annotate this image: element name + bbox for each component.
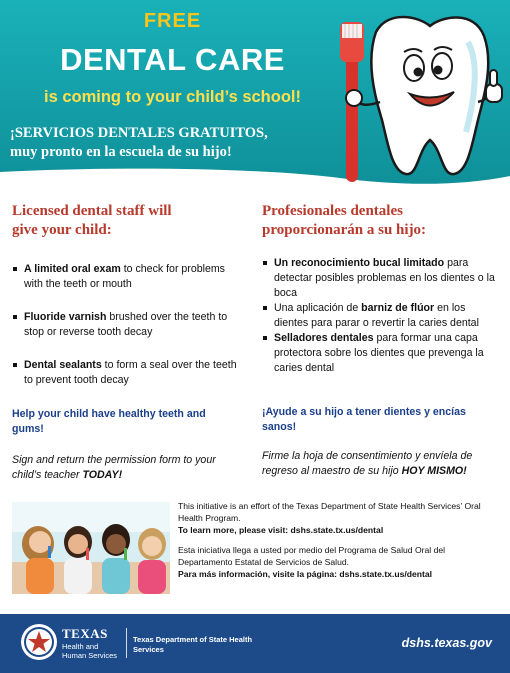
page-subtitle: is coming to your child’s school! [44, 88, 301, 106]
logo-divider [126, 628, 127, 658]
english-sign-emphasis: TODAY! [82, 469, 123, 481]
list-item [262, 331, 500, 376]
list-item [262, 256, 500, 301]
service-name: Fluoride varnish [24, 311, 107, 323]
service-description: brushed over the teeth to stop or reverse tooth decay [24, 311, 228, 338]
list-item [12, 310, 244, 340]
english-column-title [12, 202, 244, 240]
website-url: dshs.texas.gov [401, 636, 492, 650]
spanish-title-line1: Profesionales dentales [262, 203, 403, 219]
bullet-icon [13, 363, 17, 367]
service-description: to form a seal over the teeth to prevent tooth decay [24, 359, 237, 386]
children-photo-illustration [12, 502, 170, 594]
service-description: to check for problems with the teeth or mouth [24, 263, 225, 290]
initiative-spanish-text: Esta iniciativa llega a usted por medio del Programa de Salud Oral del Departamento Estatal de Servicios de Salud. [178, 545, 446, 567]
spanish-headline-line2: muy pronto en la escuela de su hijo! [10, 144, 232, 160]
department-name: Texas Department of State Health Services [133, 635, 253, 654]
english-help-text: Help your child have healthy teeth and gums! [12, 408, 206, 435]
initiative-english-link: To learn more, please visit: dshs.state.tx.us/dental [178, 525, 384, 535]
service-name: barniz de flúor [361, 302, 435, 314]
initiative-spanish [178, 544, 498, 580]
bullet-icon [263, 261, 267, 265]
spanish-sign-text: Firme la hoja de consentimiento y envíela de regreso al maestro de su hijo [262, 450, 473, 477]
texas-logo-word: TEXAS [62, 626, 108, 641]
footer-bar [0, 614, 510, 673]
spanish-headline [10, 124, 330, 162]
spanish-services-list [262, 256, 500, 376]
service-name: Un reconocimiento bucal limitado [274, 257, 445, 269]
service-name: Selladores dentales [274, 332, 374, 344]
page-title: DENTAL CARE [60, 42, 285, 77]
english-sign-text: Sign and return the permission form to your child’s teacher [12, 454, 216, 481]
service-description: en los dientes para parar o revertir la caries dental [274, 302, 479, 329]
bullet-icon [263, 336, 267, 340]
english-sign-instructions [12, 453, 244, 483]
spanish-column-title [262, 202, 500, 240]
english-services-list [12, 262, 244, 388]
initiative-english [178, 500, 498, 536]
service-description: para detectar posibles problemas en los dientes o la boca [274, 257, 495, 299]
texas-star-seal-icon [20, 623, 58, 661]
english-title-line2: give your child: [12, 222, 112, 238]
header-banner [0, 0, 510, 190]
service-prefix: Una aplicación de [274, 302, 362, 314]
list-item [262, 301, 500, 331]
bullet-icon [13, 315, 17, 319]
bullet-icon [13, 267, 17, 271]
spanish-column [262, 202, 500, 376]
spanish-sign-instructions [262, 449, 498, 479]
list-item [12, 262, 244, 292]
spanish-help-text: ¡Ayude a su hijo a tener dientes y encías sanos! [262, 406, 466, 433]
spanish-sign-emphasis: HOY MISMO! [401, 465, 467, 477]
tooth-mascot-icon [318, 2, 506, 188]
bullet-icon [263, 306, 267, 310]
free-label: FREE [143, 10, 202, 32]
children-brushing-photo [12, 502, 170, 594]
service-description: para formar una capa protectora sobre los dientes que prevenga la caries dental [274, 332, 484, 374]
spanish-headline-line1: ¡SERVICIOS DENTALES GRATUITOS, [10, 125, 268, 141]
service-name: Dental sealants [24, 359, 102, 371]
list-item [12, 358, 244, 388]
hhs-logo-text: Health and Human Services [62, 642, 118, 660]
service-name: A limited oral exam [24, 263, 121, 275]
initiative-spanish-link: Para más información, visite la página: dshs.state.tx.us/dental [178, 569, 433, 579]
english-title-line1: Licensed dental staff will [12, 203, 172, 219]
spanish-title-line2: proporcionarán a su hijo: [262, 222, 427, 238]
initiative-info [178, 500, 498, 588]
initiative-english-text: This initiative is an effort of the Texas Department of State Health Services’ Oral Health Program. [178, 501, 481, 523]
english-column [12, 202, 244, 406]
